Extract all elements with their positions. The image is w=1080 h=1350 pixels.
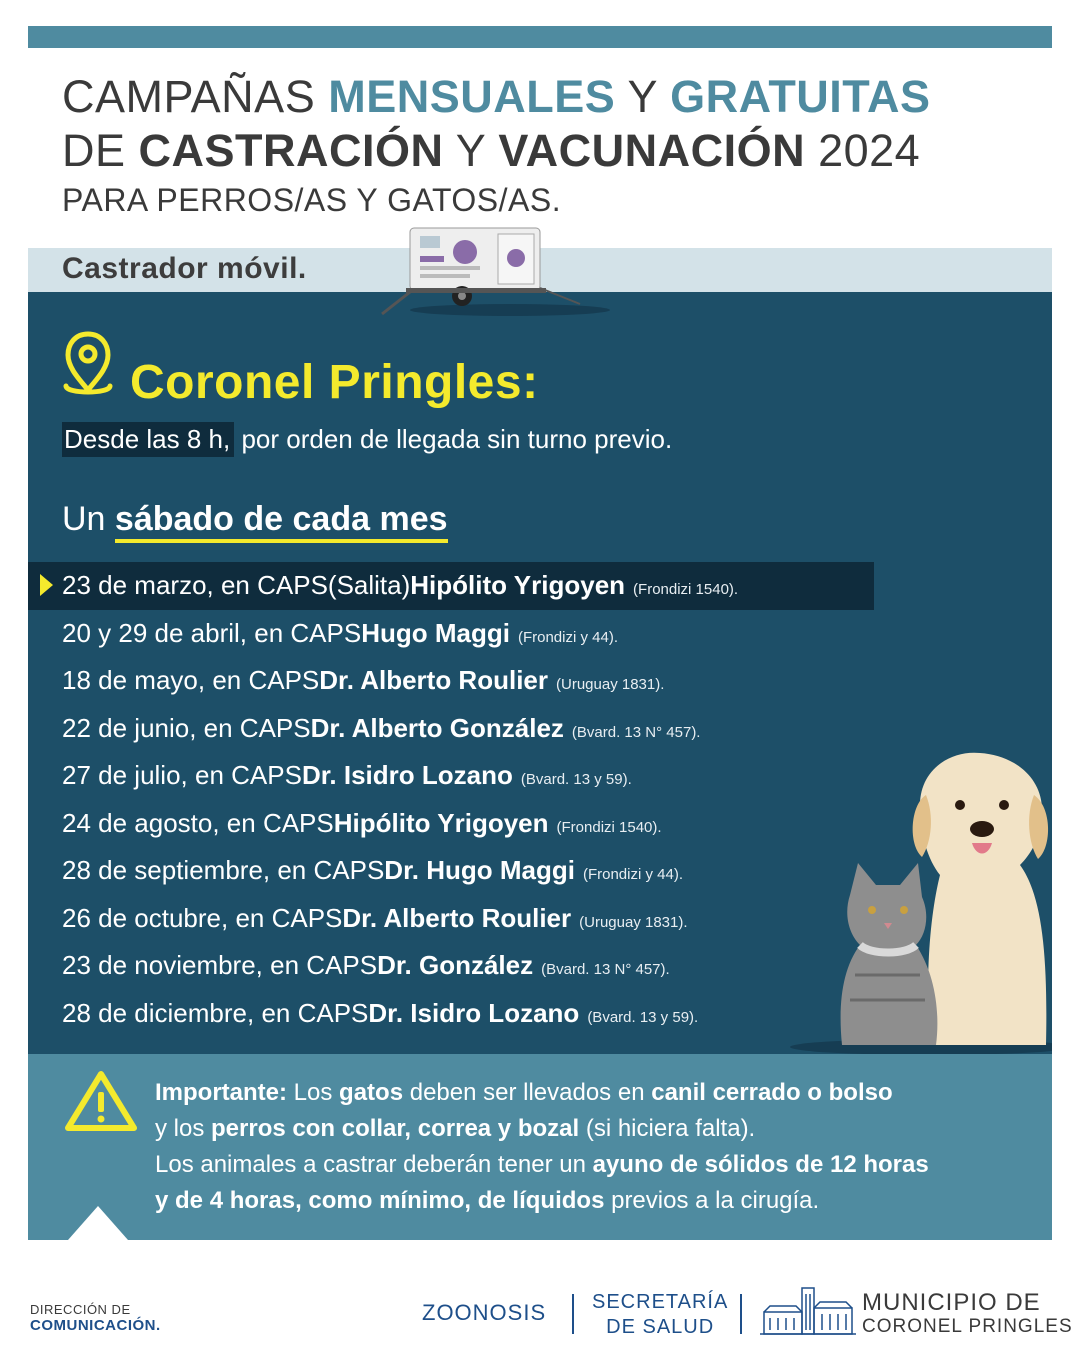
footer-separator <box>740 1294 742 1334</box>
page-title <box>62 70 1042 220</box>
health-secretariat-label: SECRETARÍA DE SALUD <box>592 1291 729 1338</box>
date-row: 24 de agosto, en CAPS Hipólito Yrigoyen (Frondizi 1540). <box>62 807 662 838</box>
communication-credit: DIRECCIÓN DE COMUNICACIÓN. <box>30 1302 161 1334</box>
municipal-building-icon <box>760 1286 856 1336</box>
dates-list <box>28 562 828 1037</box>
date-row: 23 de noviembre, en CAPS Dr. González (Bvard. 13 N° 457). <box>62 950 670 981</box>
notice-text <box>155 1075 1045 1219</box>
notice-line-1: Importante: Los gatos deben ser llevados en canil cerrado o bolso <box>155 1079 893 1106</box>
schedule-info <box>62 424 672 455</box>
top-accent-bar <box>28 26 1052 48</box>
location-pin-icon <box>62 330 114 400</box>
city-heading: Coronel Pringles: <box>130 356 539 409</box>
warning-icon <box>64 1068 138 1134</box>
title-line-3: PARA PERROS/AS Y GATOS/AS. <box>62 182 562 218</box>
date-row: 26 de octubre, en CAPS Dr. Alberto Roulier (Uruguay 1831). <box>62 902 688 933</box>
zoonosis-label: ZOONOSIS <box>422 1300 547 1325</box>
notice-line-2: y los perros con collar, correa y bozal (si hiciera falta). <box>155 1115 756 1142</box>
date-row: 28 de diciembre, en CAPS Dr. Isidro Lozano (Bvard. 13 y 59). <box>62 997 699 1028</box>
date-row: 23 de marzo, en CAPS (Salita) Hipólito Yrigoyen (Frondizi 1540). <box>28 562 874 610</box>
arrow-icon <box>40 574 53 596</box>
notice-line-3: Los animales a castrar deberán tener un ayuno de sólidos de 12 horas <box>155 1151 929 1178</box>
date-row: 20 y 29 de abril, en CAPS Hugo Maggi (Frondizi y 44). <box>62 617 618 648</box>
frequency-emphasis: sábado de cada mes <box>115 500 448 543</box>
footer-separator <box>572 1294 574 1334</box>
frequency-subtitle: Un sábado de cada mes <box>62 500 448 539</box>
title-line-2: DE CASTRACIÓN Y VACUNACIÓN 2024 <box>62 125 921 176</box>
schedule-time-highlight: Desde las 8 h, <box>62 422 234 457</box>
footer <box>0 1280 1080 1350</box>
cat-and-dog-image <box>780 745 1052 1055</box>
date-row: 18 de mayo, en CAPS Dr. Alberto Roulier (Uruguay 1831). <box>62 665 665 696</box>
notice-line-4: y de 4 horas, como mínimo, de líquidos previos a la cirugía. <box>155 1187 820 1214</box>
title-line-1: CAMPAÑAS MENSUALES Y GRATUITAS <box>62 71 931 122</box>
date-row: 22 de junio, en CAPS Dr. Alberto González (Bvard. 13 N° 457). <box>62 712 701 743</box>
schedule-time-rest: por orden de llegada sin turno previo. <box>234 424 673 454</box>
notice-notch <box>68 1206 128 1240</box>
date-row: 28 de septiembre, en CAPS Dr. Hugo Maggi (Frondizi y 44). <box>62 855 683 886</box>
mobile-trailer-image <box>380 222 630 322</box>
municipality-label: MUNICIPIO DE CORONEL PRINGLES <box>862 1289 1073 1337</box>
date-row: 27 de julio, en CAPS Dr. Isidro Lozano (Bvard. 13 y 59). <box>62 760 632 791</box>
mobile-castrator-label: Castrador móvil. <box>62 252 307 285</box>
